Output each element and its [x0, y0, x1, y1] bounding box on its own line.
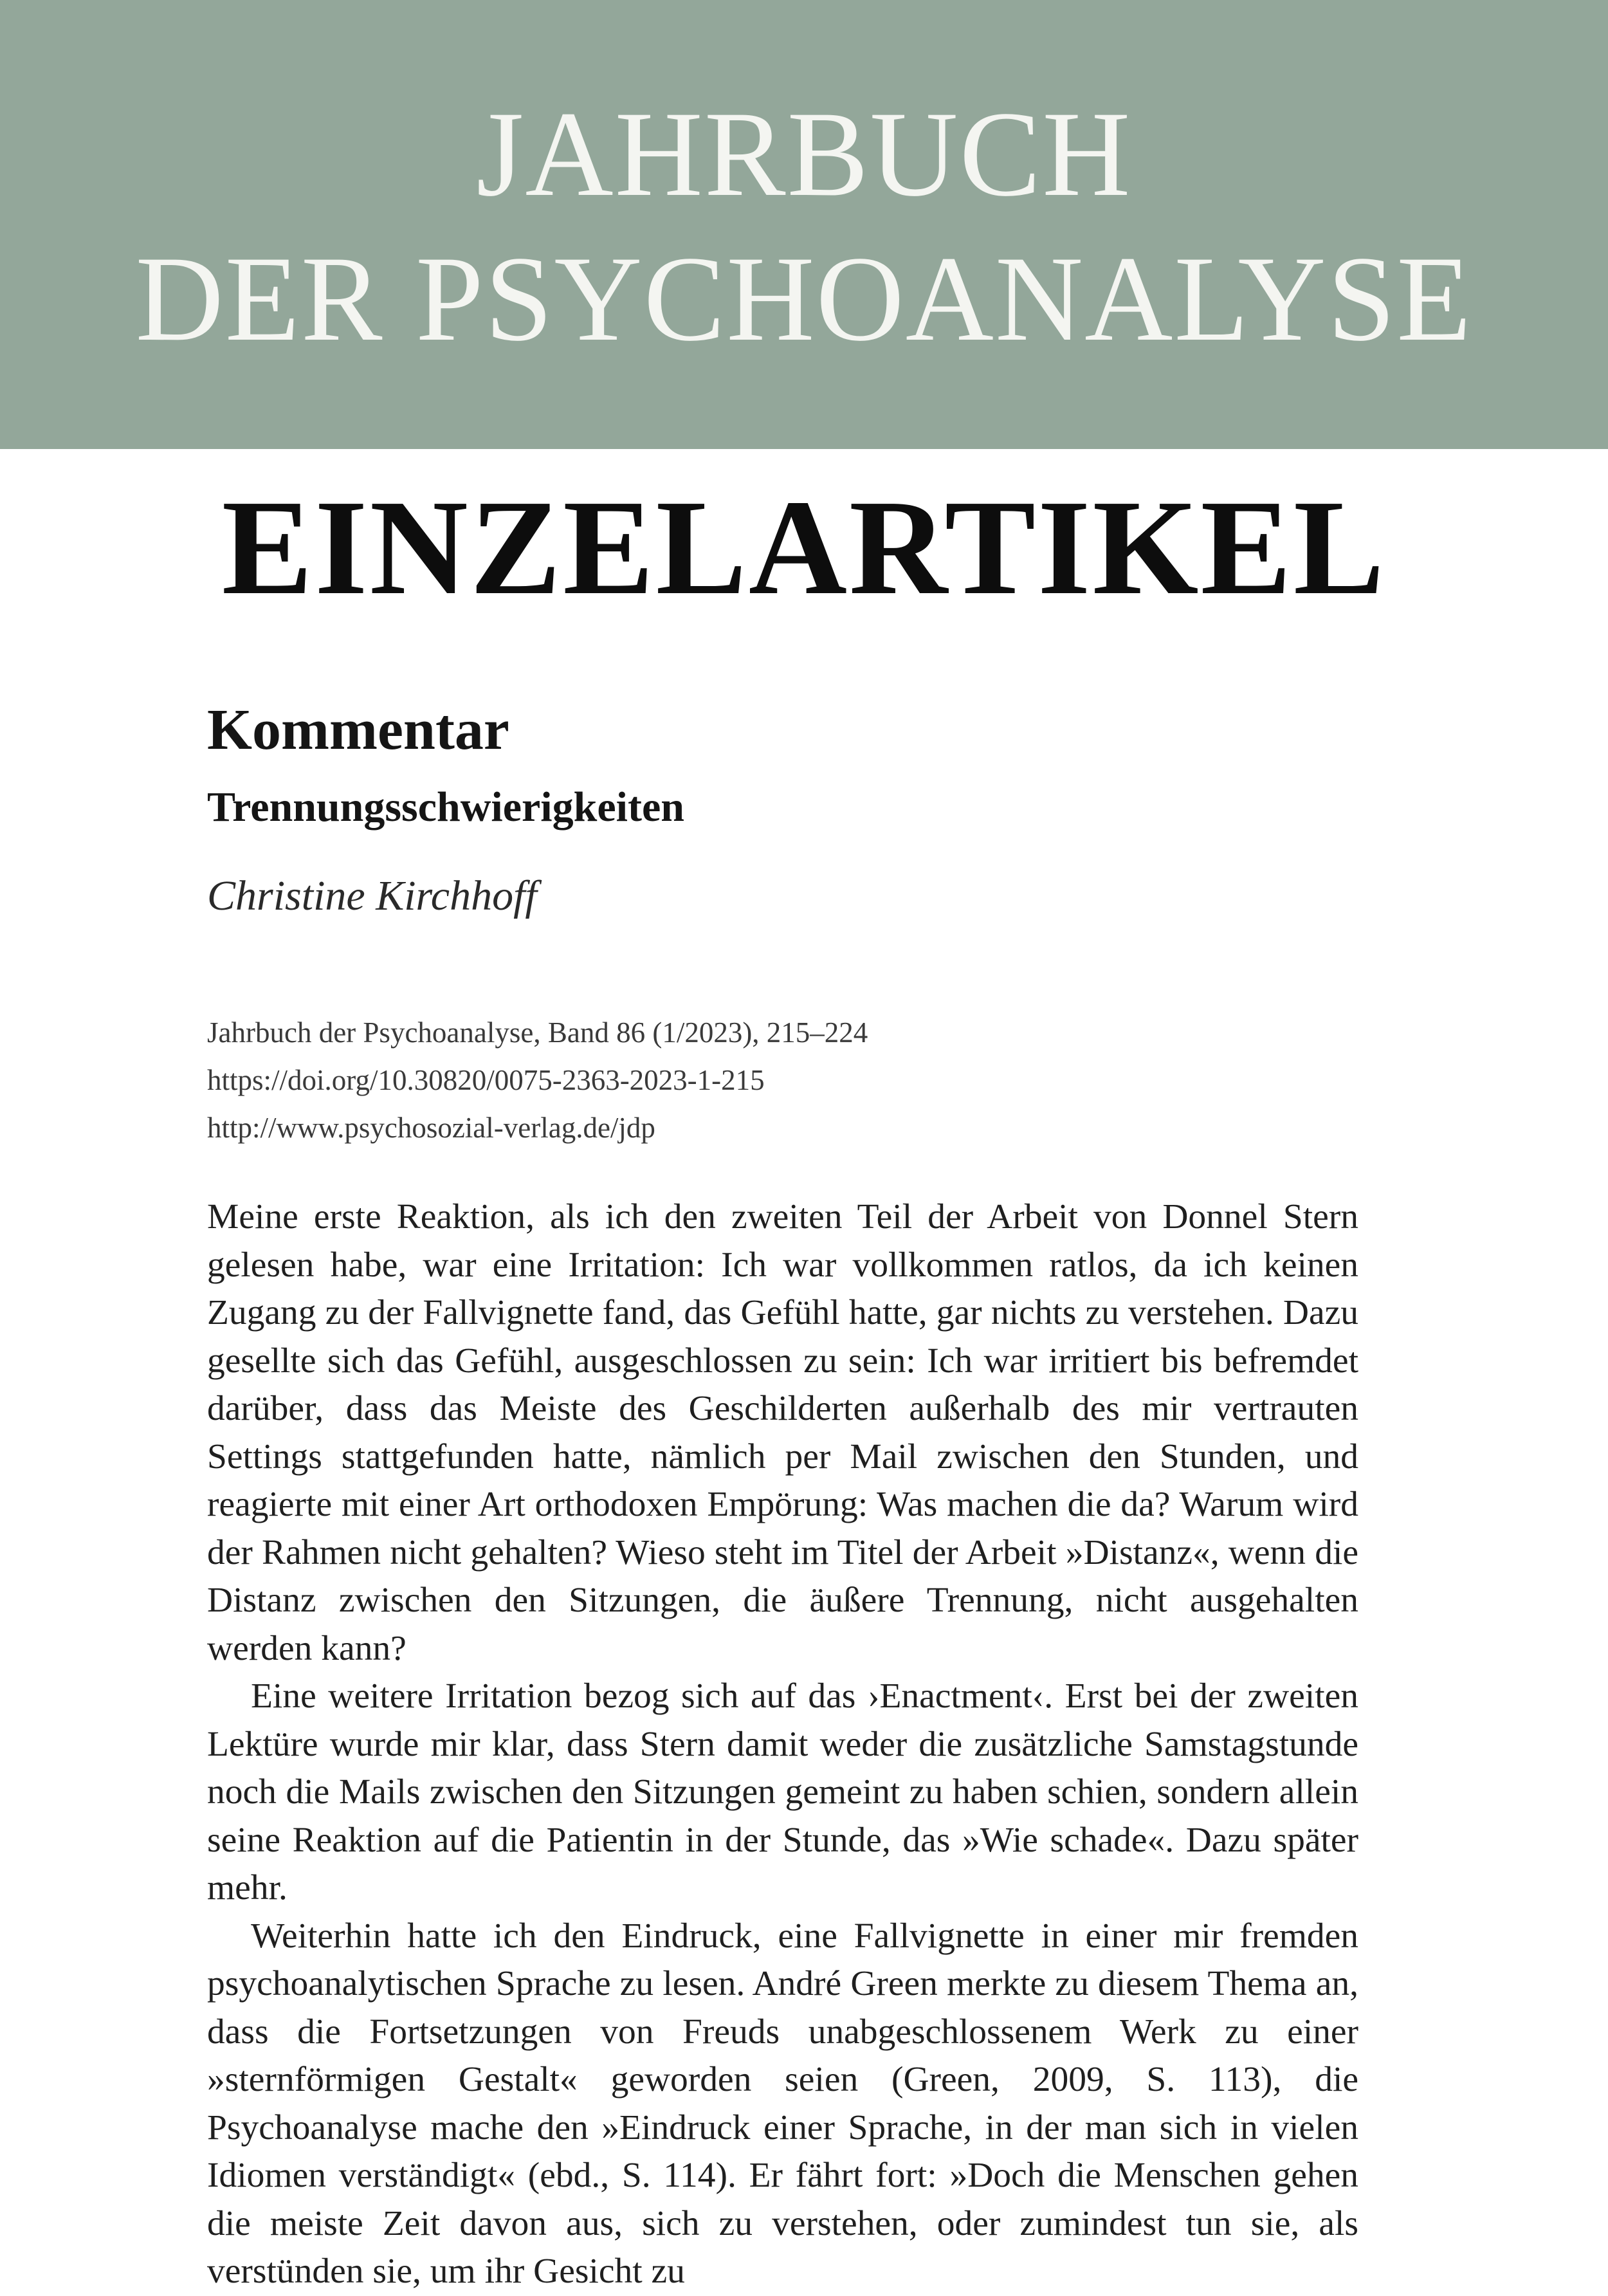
author-name: Christine Kirchhoff [207, 872, 537, 919]
journal-title-line-2: DER PSYCHOANALYSE [135, 232, 1473, 367]
journal-banner [0, 0, 1608, 449]
body-paragraph: Meine erste Reaktion, als ich den zweiten Teil der Arbeit von Donnel Stern gelesen habe, war eine Irritation: Ich war vollkommen ratlos, da ich keinen Zugang zu der Fallvignette fand, das Gefühl hatte, gar nichts zu verstehen. Dazu gesellte sich das Gefühl, ausgeschlossen zu sein: Ich war irritiert bis befremdet darüber, dass das Meiste des Geschilderten außerhalb des mir vertrauten Settings stattgefunden hatte, nämlich per Mail zwischen den Stunden, und reagierte mit einer Art orthodoxen Empörung: Was machen die da? Warum wird der Rahmen nicht gehalten? Wieso steht im Titel der Arbeit »Distanz«, wenn die Distanz zwischen den Sitzungen, die äußere Trennung, nicht ausgehalten werden kann? [207, 1197, 1358, 1668]
publisher-url-link[interactable]: http://www.psychosozial-verlag.de/jdp [207, 1112, 655, 1144]
doi-link[interactable]: https://doi.org/10.30820/0075-2363-2023-1-215 [207, 1064, 765, 1096]
journal-title-line-1: JAHRBUCH [476, 87, 1132, 222]
citation-block [207, 1009, 868, 1152]
section-label: Kommentar [207, 698, 509, 762]
article-body [207, 1193, 1358, 2296]
article-type-heading: EINZELARTIKEL [221, 472, 1387, 623]
body-paragraph: Eine weitere Irritation bezog sich auf das ›Enactment‹. Erst bei der zweiten Lektüre wurde mir klar, dass Stern damit weder die zusätzliche Samstagstunde noch die Mails zwischen den Sitzungen gemeint zu haben schien, sondern allein seine Reaktion auf die Patientin in der Stunde, das »Wie schade«. Dazu später mehr. [207, 1676, 1358, 1907]
body-paragraph: Weiterhin hatte ich den Eindruck, eine Fallvignette in einer mir fremden psychoanalytischen Sprache zu lesen. André Green merkte zu diesem Thema an, dass die Fortsetzungen von Freuds unabgeschlossenem Werk zu einer »sternförmigen Gestalt« geworden seien (Green, 2009, S. 113), die Psychoanalyse mache den »Eindruck einer Sprache, in der man sich in vielen Idiomen verständigt« (ebd., S. 114). Er fährt fort: »Doch die Menschen gehen die meiste Zeit davon aus, sich zu verstehen, oder zumindest tun sie, als verstünden sie, um ihr Gesicht zu [207, 1916, 1358, 2291]
article-title: Trennungsschwierigkeiten [207, 784, 684, 831]
citation-line: Jahrbuch der Psychoanalyse, Band 86 (1/2023), 215–224 [207, 1016, 868, 1049]
